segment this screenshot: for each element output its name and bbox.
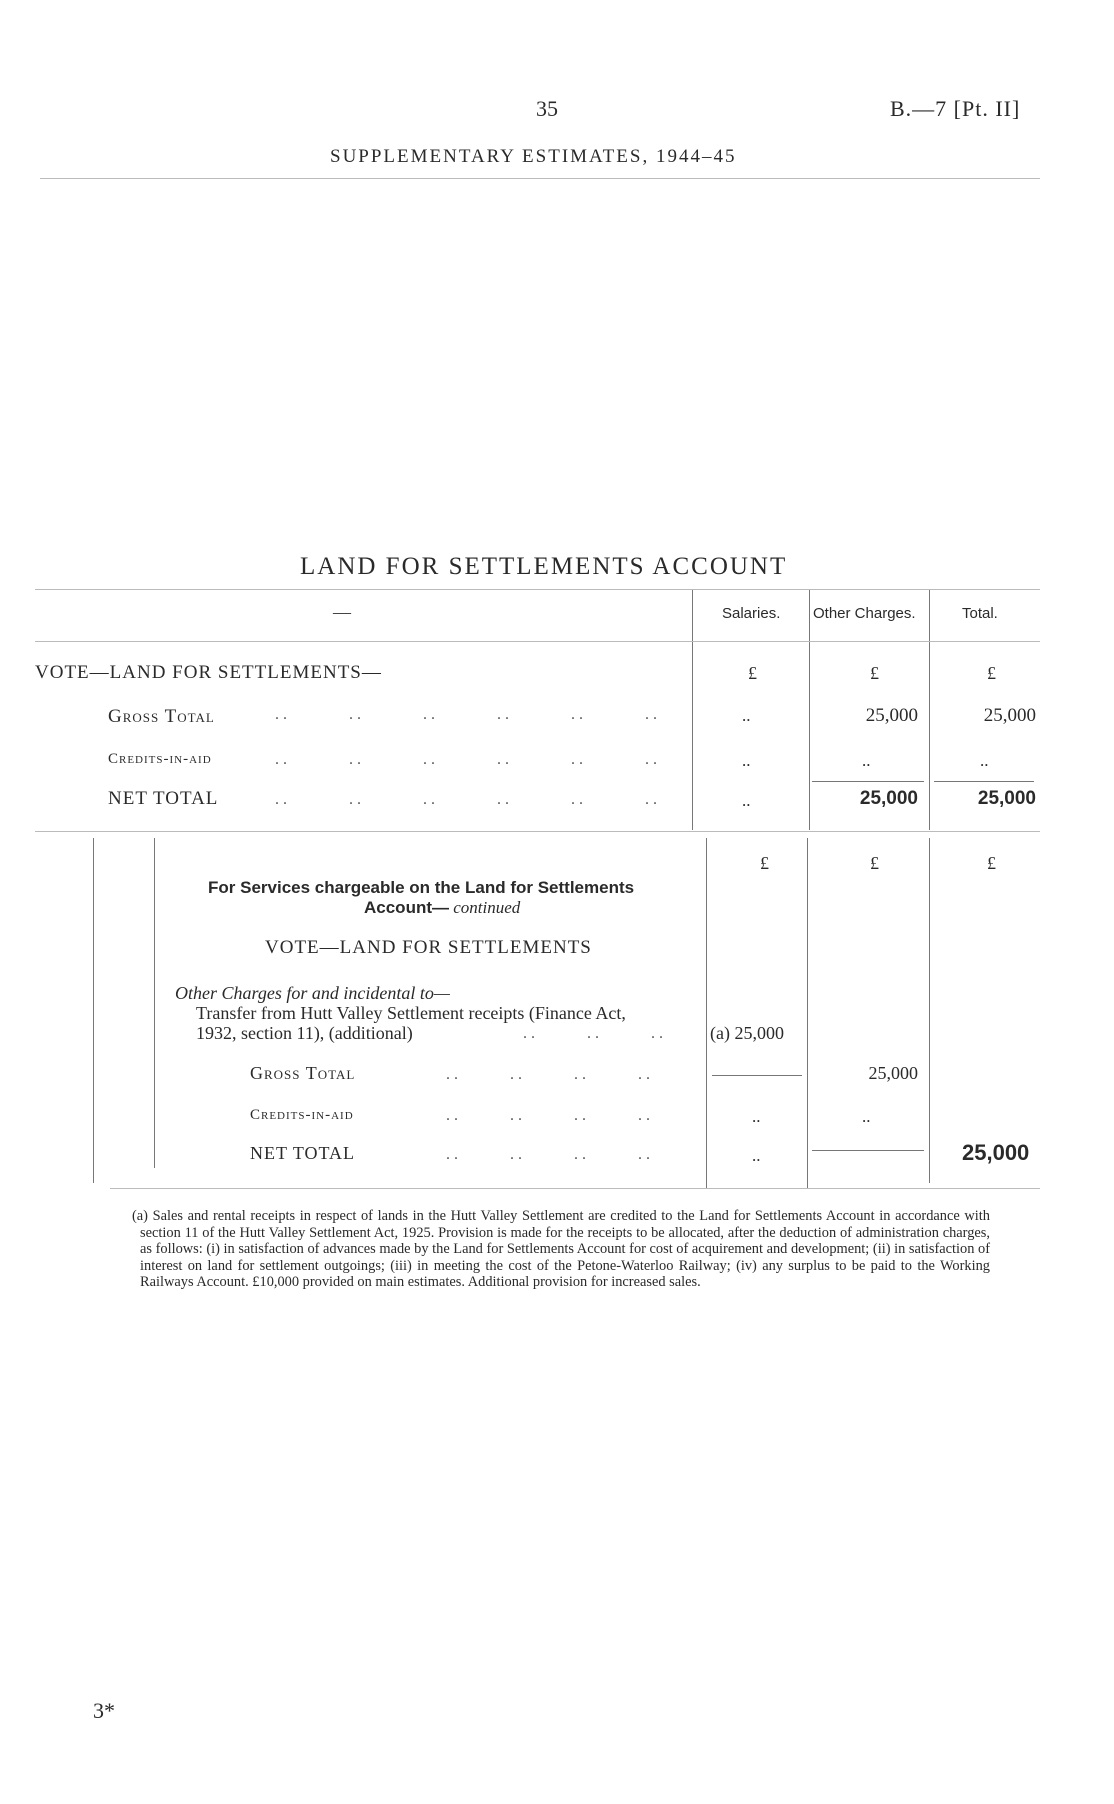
table-bottom-rule [35, 831, 1040, 832]
gross-total-other-charges: 25,000 [865, 705, 918, 726]
credits-in-aid-label: Credits-in-aid [108, 751, 212, 767]
credits-in-aid-total: .. [980, 751, 989, 770]
detail-currency-salaries: £ [760, 853, 769, 873]
detail-currency-total: £ [987, 853, 996, 873]
footnote: (a) Sales and rental receipts in respect of lands in the Hutt Valley Settlement are credited to the Land for Settlements Account in accordance with section 11 of the Hutt Valley Settlement Act, 1925. Provision is made for the receipts to be allocated, after the deduction of administration charges, as follows: (i) in satisfaction of advances made by the Land for Settlements Account for cost of acquirement and development; (ii) in satisfaction of interest on land for settlement outgoings; (iii) in meeting the cost of the Petone-Waterloo Railway; (iv) any surplus to be paid to the Working Railways Account. £10,000 provided on main estimates. Additional provision for increased sales. [132, 1208, 990, 1290]
running-title: SUPPLEMENTARY ESTIMATES, 1944–45 [330, 146, 737, 167]
currency-salaries: £ [748, 663, 757, 683]
table-top-rule [35, 589, 1040, 590]
detail-credits-in-aid-label: Credits-in-aid [250, 1107, 354, 1123]
net-total-other-charges: 25,000 [859, 788, 918, 809]
detail-heading-line-2 [364, 898, 520, 918]
gross-total-salaries: .. [742, 706, 751, 725]
detail-heading-account: Account— [364, 898, 449, 917]
column-divider-2 [809, 590, 810, 830]
detail-item-dots: .. .. .. [523, 1025, 667, 1042]
detail-column-divider-3 [929, 838, 930, 1183]
gross-total-dots: .. .. .. .. .. .. [275, 706, 661, 723]
detail-vote-title: VOTE—LAND FOR SETTLEMENTS [265, 937, 592, 958]
detail-gross-total-label: Gross Total [250, 1063, 356, 1083]
detail-column-divider-1 [706, 838, 707, 1188]
column-header-other-charges: Other Charges. [813, 605, 916, 622]
detail-credits-in-aid-salaries: .. [752, 1107, 761, 1126]
column-header-total: Total. [962, 605, 998, 622]
detail-credits-in-aid-dots: .. .. .. .. [446, 1107, 654, 1124]
detail-bottom-rule [110, 1188, 1040, 1189]
detail-gross-total-amount: 25,000 [868, 1063, 918, 1083]
column-divider-3 [929, 590, 930, 830]
detail-net-total-dots: .. .. .. .. [446, 1146, 654, 1163]
credits-in-aid-salaries: .. [742, 751, 751, 770]
detail-heading-continued: continued [453, 898, 521, 917]
net-total-rule-2 [934, 781, 1034, 782]
net-total-total: 25,000 [977, 788, 1036, 809]
credits-in-aid-other-charges: .. [862, 751, 871, 770]
detail-gross-total-dots: .. .. .. .. [446, 1066, 654, 1083]
detail-item-amount: (a) 25,000 [710, 1023, 784, 1043]
detail-left-border-2 [154, 838, 155, 1168]
detail-net-total-amount: 25,000 [962, 1140, 1030, 1165]
detail-item-rule [712, 1075, 802, 1076]
column-divider-1 [692, 590, 693, 830]
detail-credits-in-aid-other-charges: .. [862, 1107, 871, 1126]
detail-left-border-1 [93, 838, 94, 1183]
detail-net-rule [812, 1150, 924, 1151]
net-total-salaries: .. [742, 791, 751, 810]
signature-mark: 3* [93, 1698, 115, 1723]
net-total-rule-1 [812, 781, 924, 782]
document-reference: B.—7 [Pt. II] [890, 96, 1021, 121]
detail-net-total-label: NET TOTAL [250, 1143, 356, 1163]
credits-in-aid-dots: .. .. .. .. .. .. [275, 751, 661, 768]
gross-total-total: 25,000 [983, 705, 1036, 726]
net-total-dots: .. .. .. .. .. .. [275, 791, 661, 808]
column-header-salaries: Salaries. [722, 605, 781, 622]
header-bottom-rule [35, 641, 1040, 642]
header-rule [40, 178, 1040, 179]
detail-item-intro: Other Charges for and incidental to— [175, 983, 450, 1003]
detail-item-line-1: Transfer from Hutt Valley Settlement receipts (Finance Act, [196, 1003, 626, 1023]
table-title: LAND FOR SETTLEMENTS ACCOUNT [300, 553, 788, 580]
currency-other-charges: £ [870, 663, 879, 683]
detail-heading-line-1: For Services chargeable on the Land for Settlements [208, 878, 635, 897]
net-total-label: NET TOTAL [108, 788, 219, 809]
detail-column-divider-2 [807, 838, 808, 1188]
gross-total-label: Gross Total [108, 706, 215, 727]
vote-label: VOTE—LAND FOR SETTLEMENTS— [35, 662, 382, 683]
detail-item-line-2: 1932, section 11), (additional) [196, 1023, 413, 1043]
detail-net-total-salaries: .. [752, 1146, 761, 1165]
page-number: 35 [536, 96, 558, 121]
detail-currency-other-charges: £ [870, 853, 879, 873]
currency-total: £ [987, 663, 996, 683]
stub-heading: — [333, 602, 351, 622]
